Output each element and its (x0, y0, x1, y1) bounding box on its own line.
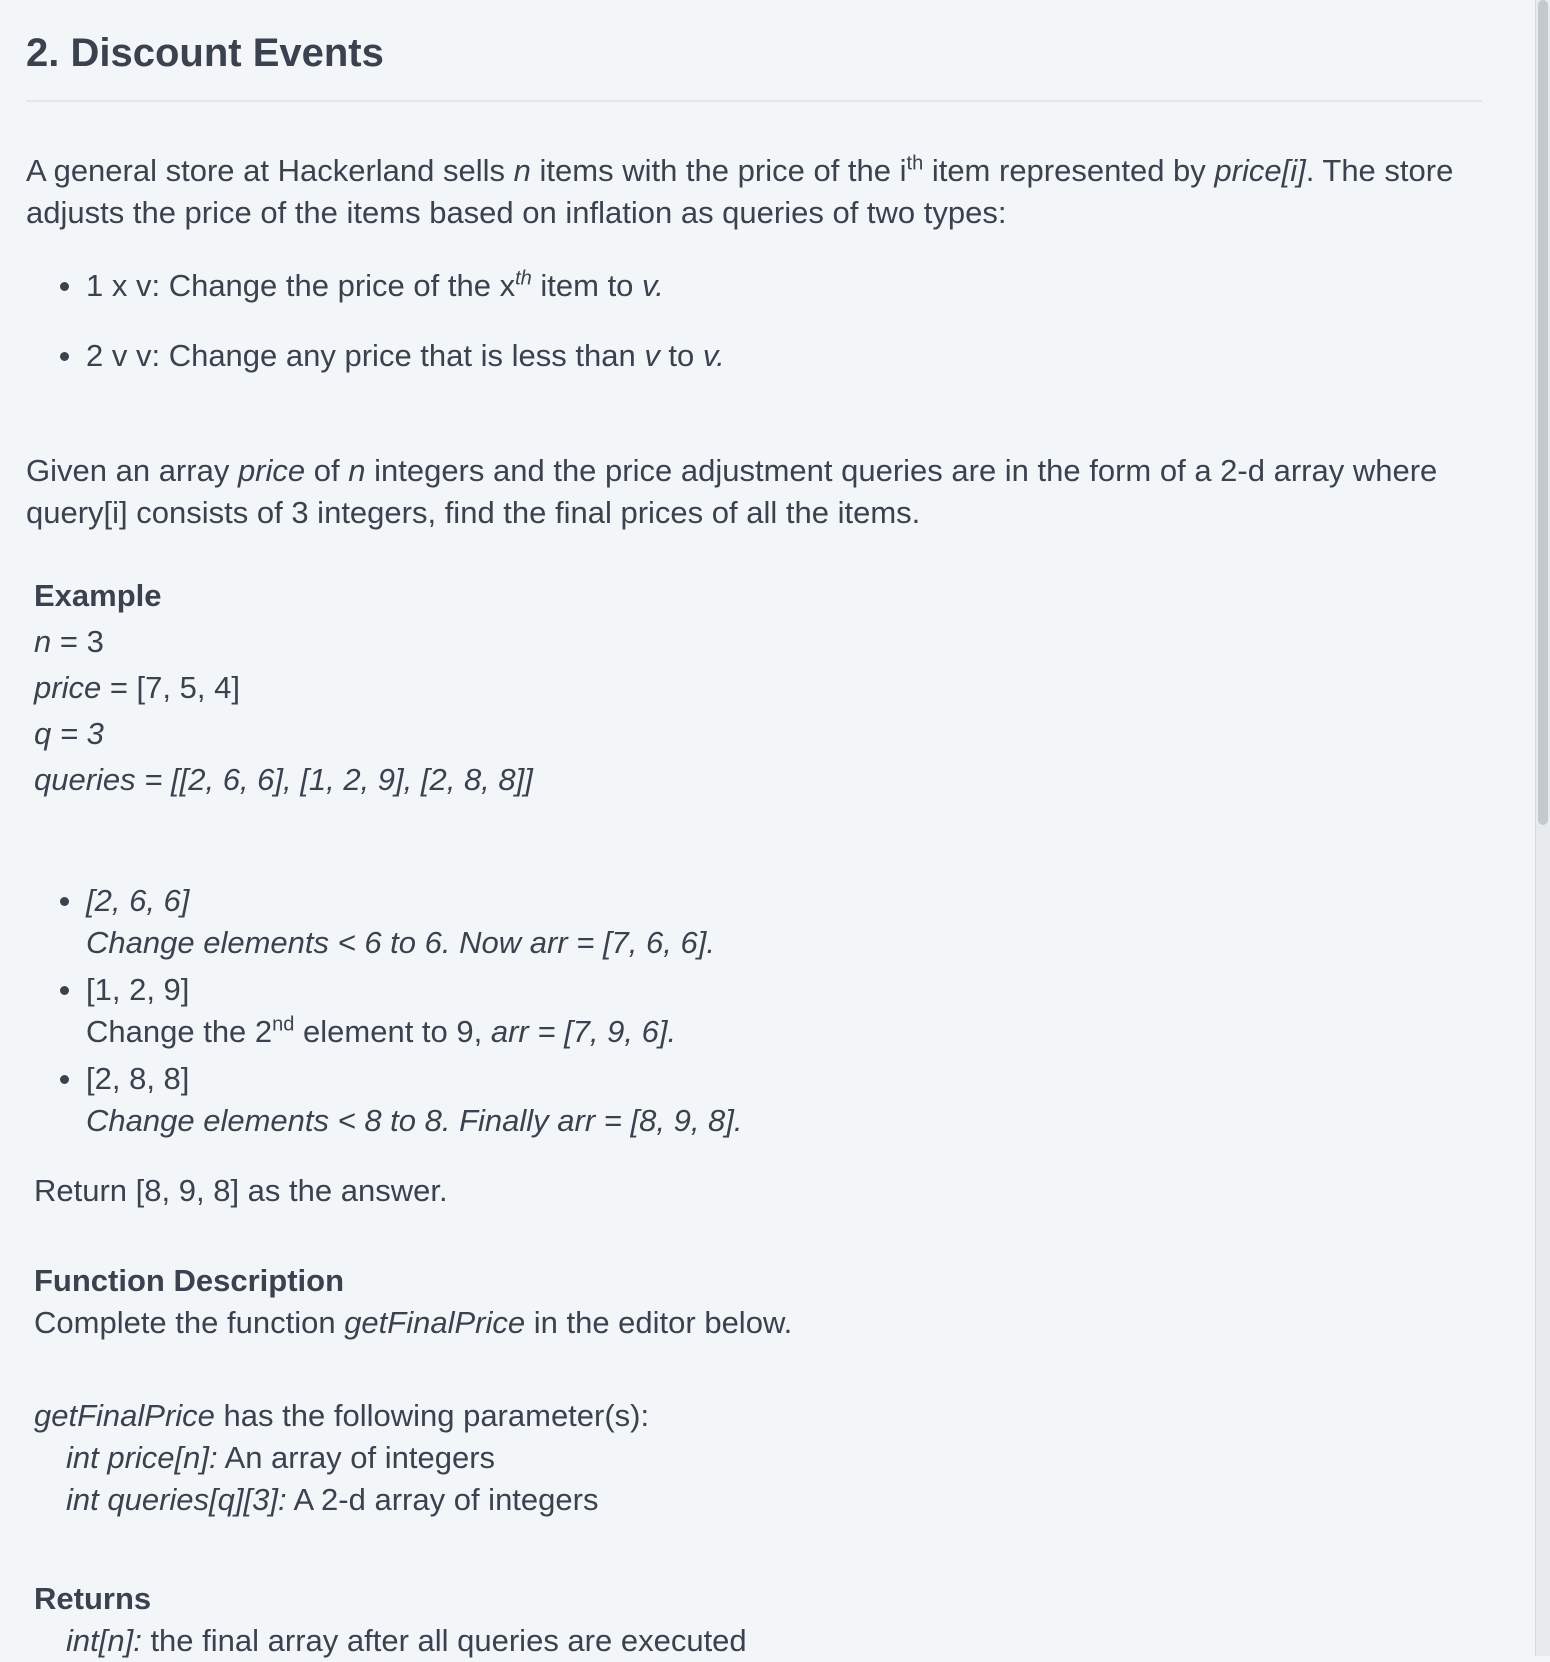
type-text: item to (531, 268, 643, 303)
type-text: to (659, 338, 703, 373)
example-queries (34, 759, 533, 805)
returns-type: int[n]: (66, 1623, 142, 1658)
returns-desc: the final array after all queries are executed (141, 1623, 747, 1658)
example-section (34, 575, 533, 805)
returns-section (34, 1578, 747, 1662)
list-item (26, 1058, 743, 1147)
intro-sup: th (906, 152, 924, 175)
example-price-var: price (34, 670, 102, 705)
scrollbar-thumb[interactable] (1538, 0, 1548, 825)
type-text: 2 v v: Change any price that is less than (86, 338, 645, 373)
parameter-queries (34, 1479, 649, 1521)
step-desc-text: Change the 2 (86, 1014, 273, 1049)
step-query: [2, 8, 8] (86, 1061, 190, 1096)
function-description-text (34, 1302, 792, 1344)
example-q (34, 713, 533, 759)
intro-text: A general store at Hackerland sells (26, 153, 514, 188)
scrollbar[interactable] (1535, 0, 1550, 1656)
param-name: int queries[q][3]: (66, 1482, 287, 1517)
return-line: Return [8, 9, 8] as the answer. (34, 1173, 448, 1208)
example-price (34, 667, 533, 713)
intro-paragraph (26, 150, 1466, 234)
type-v: v. (642, 268, 664, 303)
function-description-heading: Function Description (34, 1263, 344, 1298)
intro-text: items with the price of the i (530, 153, 907, 188)
param-fn: getFinalPrice (34, 1398, 215, 1433)
step-query: [1, 2, 9] (86, 972, 190, 1007)
given-text: of (305, 453, 349, 488)
param-desc: A 2-d array of integers (286, 1482, 599, 1517)
example-q-line: q = 3 (34, 716, 104, 751)
intro-n: n (513, 153, 531, 188)
example-queries-line: queries = [[2, 6, 6], [1, 2, 9], [2, 8, 8]] (34, 762, 533, 797)
example-n-val: = 3 (51, 624, 104, 659)
query-types-list (26, 265, 725, 405)
parameter-price (34, 1437, 649, 1479)
example-n-var: n (34, 624, 52, 659)
list-item (26, 265, 725, 335)
type-sup: th (515, 267, 532, 290)
fd-text: Complete the function (34, 1305, 345, 1340)
intro-text: . The store adjusts the price of the items based on inflation as queries of two types: (26, 153, 1454, 230)
list-item (26, 335, 725, 405)
param-intro: has the following parameter(s): (214, 1398, 650, 1433)
parameters-section (34, 1395, 649, 1521)
step-query: [2, 6, 6] (86, 883, 190, 918)
param-name: int price[n]: (66, 1440, 218, 1475)
step-desc-arr: arr = [7, 9, 6]. (490, 1014, 677, 1049)
intro-price-i: price[i] (1214, 153, 1306, 188)
step-desc: Change elements < 8 to 8. Finally arr = [8, 9, 8]. (86, 1103, 743, 1138)
list-item (26, 880, 743, 969)
steps-list (26, 880, 743, 1147)
type-text: 1 x v: Change the price of the x (86, 268, 516, 303)
example-heading: Example (34, 578, 162, 613)
list-item (26, 969, 743, 1058)
title-divider (26, 100, 1482, 102)
step-desc-sup: nd (272, 1013, 295, 1036)
given-text: Given an array (26, 453, 238, 488)
fd-text: in the editor below. (525, 1305, 793, 1340)
step-desc-text: element to 9, (294, 1014, 491, 1049)
type-v: v. (702, 338, 725, 373)
param-desc: An array of integers (217, 1440, 496, 1475)
parameters-intro (34, 1395, 649, 1437)
returns-heading: Returns (34, 1581, 152, 1616)
fd-fn: getFinalPrice (344, 1305, 526, 1340)
step-desc: Change elements < 6 to 6. Now arr = [7, 6, 6]. (86, 925, 715, 960)
example-price-val: = [7, 5, 4] (101, 670, 240, 705)
page-title: 2. Discount Events (26, 31, 384, 75)
example-n (34, 621, 533, 667)
given-paragraph (26, 450, 1486, 534)
function-description-section (34, 1260, 792, 1344)
step-desc (86, 1011, 743, 1053)
given-text: integers and the price adjustment queries are in the form of a 2-d array where query[i] consists of 3 integers, find the final prices of all the items. (26, 453, 1438, 530)
given-n: n (348, 453, 366, 488)
type-v: v (644, 338, 660, 373)
given-price: price (237, 453, 306, 488)
intro-text: item represented by (923, 153, 1215, 188)
